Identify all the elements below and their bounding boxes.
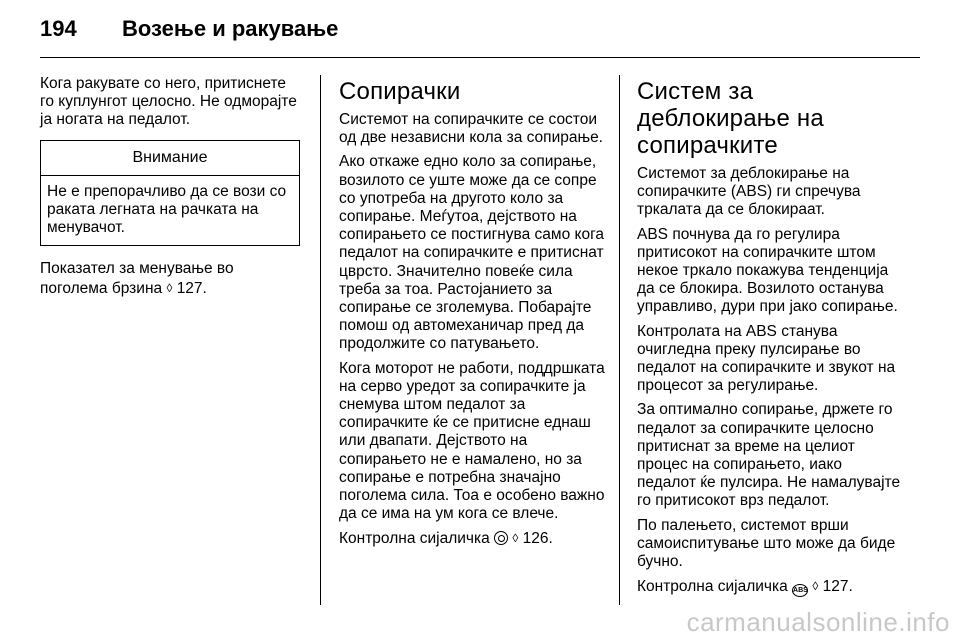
column-3 bbox=[637, 78, 905, 603]
brakes-paragraph-1: Системот на сопирачките се состои од две независни кола за сопирање. bbox=[339, 111, 603, 147]
column-divider-1 bbox=[320, 75, 321, 605]
brake-control-light-label: Контролна сијаличка bbox=[339, 530, 490, 548]
brake-control-light-page-ref[interactable]: 126. bbox=[522, 530, 553, 548]
warning-title: Внимание bbox=[41, 141, 299, 176]
warning-text: Не е препорачливо да се вози со раката легната на рачката на менувачот. bbox=[47, 182, 287, 237]
site-watermark: carmanualsonline.info bbox=[686, 607, 950, 637]
abs-paragraph-4: За оптимално сопирање, држете го педалот за сопирачките целосно притиснат за време на целиот процес на сопирањето, иако педалот ќе пулсира. Не намалувајте го притисокот врз педалот. bbox=[637, 401, 901, 510]
page-ref-arrow-icon: ◊ bbox=[812, 579, 819, 594]
shift-indicator-paragraph bbox=[40, 260, 302, 297]
page-title: Возење и ракување bbox=[122, 16, 339, 41]
abs-paragraph-5: По палењето, системот врши самоиспитување што може да биде бучно. bbox=[637, 516, 896, 571]
clutch-paragraph: Кога ракувате со него, притиснете го куплунгот целосно. Не одморајте ја ногата на педалот. bbox=[40, 75, 297, 129]
shift-indicator-page-ref[interactable]: 127. bbox=[176, 279, 207, 297]
abs-heading: Систем за деблокирање на сопирачките bbox=[637, 78, 824, 159]
abs-paragraph-1: Системот за деблокирање на сопирачките (ABS) ги спречува тркалата да се блокираат. bbox=[637, 165, 861, 219]
page-number: 194 bbox=[40, 16, 77, 41]
abs-paragraph-3: Контролата на ABS станува очигледна преку пулсирање во педалот на сопирачките и звукот на процесот за регулирање. bbox=[637, 322, 896, 395]
brakes-paragraph-2: Ако откаже едно коло за сопирање, возилото се уште може да се сопре со употреба на другото коло за сопирање. Меѓутоа, дејството на сопирањето се постигнува само кога педалот на сопирачките е притиснат цврсто. Значително повеќе сила треба за тоа. Растојанието за сопирање се зголемува. Побарајте помош од автомеханичар пред да продолжите со патувањето. bbox=[339, 153, 604, 353]
brakes-paragraph-3: Кога моторот не работи, поддршката на серво уредот за сопирачките ја снемува штом педалот за сопирачките ќе се притисне еднаш или двапати. Дејството на сопирањето не е намалено, но за сопирање е потребна значајно поголема сила. Тоа е особено важно да се има на ум кога се влече. bbox=[339, 359, 605, 523]
page-header bbox=[40, 16, 920, 48]
column-1 bbox=[40, 75, 302, 304]
brakes-heading: Сопирачки bbox=[339, 78, 461, 105]
brake-warning-icon bbox=[494, 531, 508, 545]
column-2 bbox=[339, 78, 607, 555]
shift-indicator-text: Показател за менување во поголема брзина bbox=[40, 260, 234, 297]
abs-control-light-page-ref[interactable]: 127. bbox=[822, 578, 853, 596]
header-divider bbox=[40, 57, 920, 58]
abs-control-light-label: Контролна сијаличка bbox=[637, 578, 788, 596]
page-ref-arrow-icon: ◊ bbox=[166, 280, 173, 295]
abs-control-light-paragraph bbox=[637, 577, 905, 597]
abs-warning-icon: ABS bbox=[792, 584, 808, 597]
warning-box bbox=[40, 140, 300, 247]
page-ref-arrow-icon: ◊ bbox=[512, 531, 519, 546]
column-divider-2 bbox=[619, 75, 620, 605]
brake-control-light-paragraph bbox=[339, 529, 607, 548]
abs-paragraph-2: ABS почнува да го регулира притисокот на сопирачките штом некое тркало покажува тенденција да се блокира. Возилото останува управливо, дури при јако сопирање. bbox=[637, 225, 898, 316]
